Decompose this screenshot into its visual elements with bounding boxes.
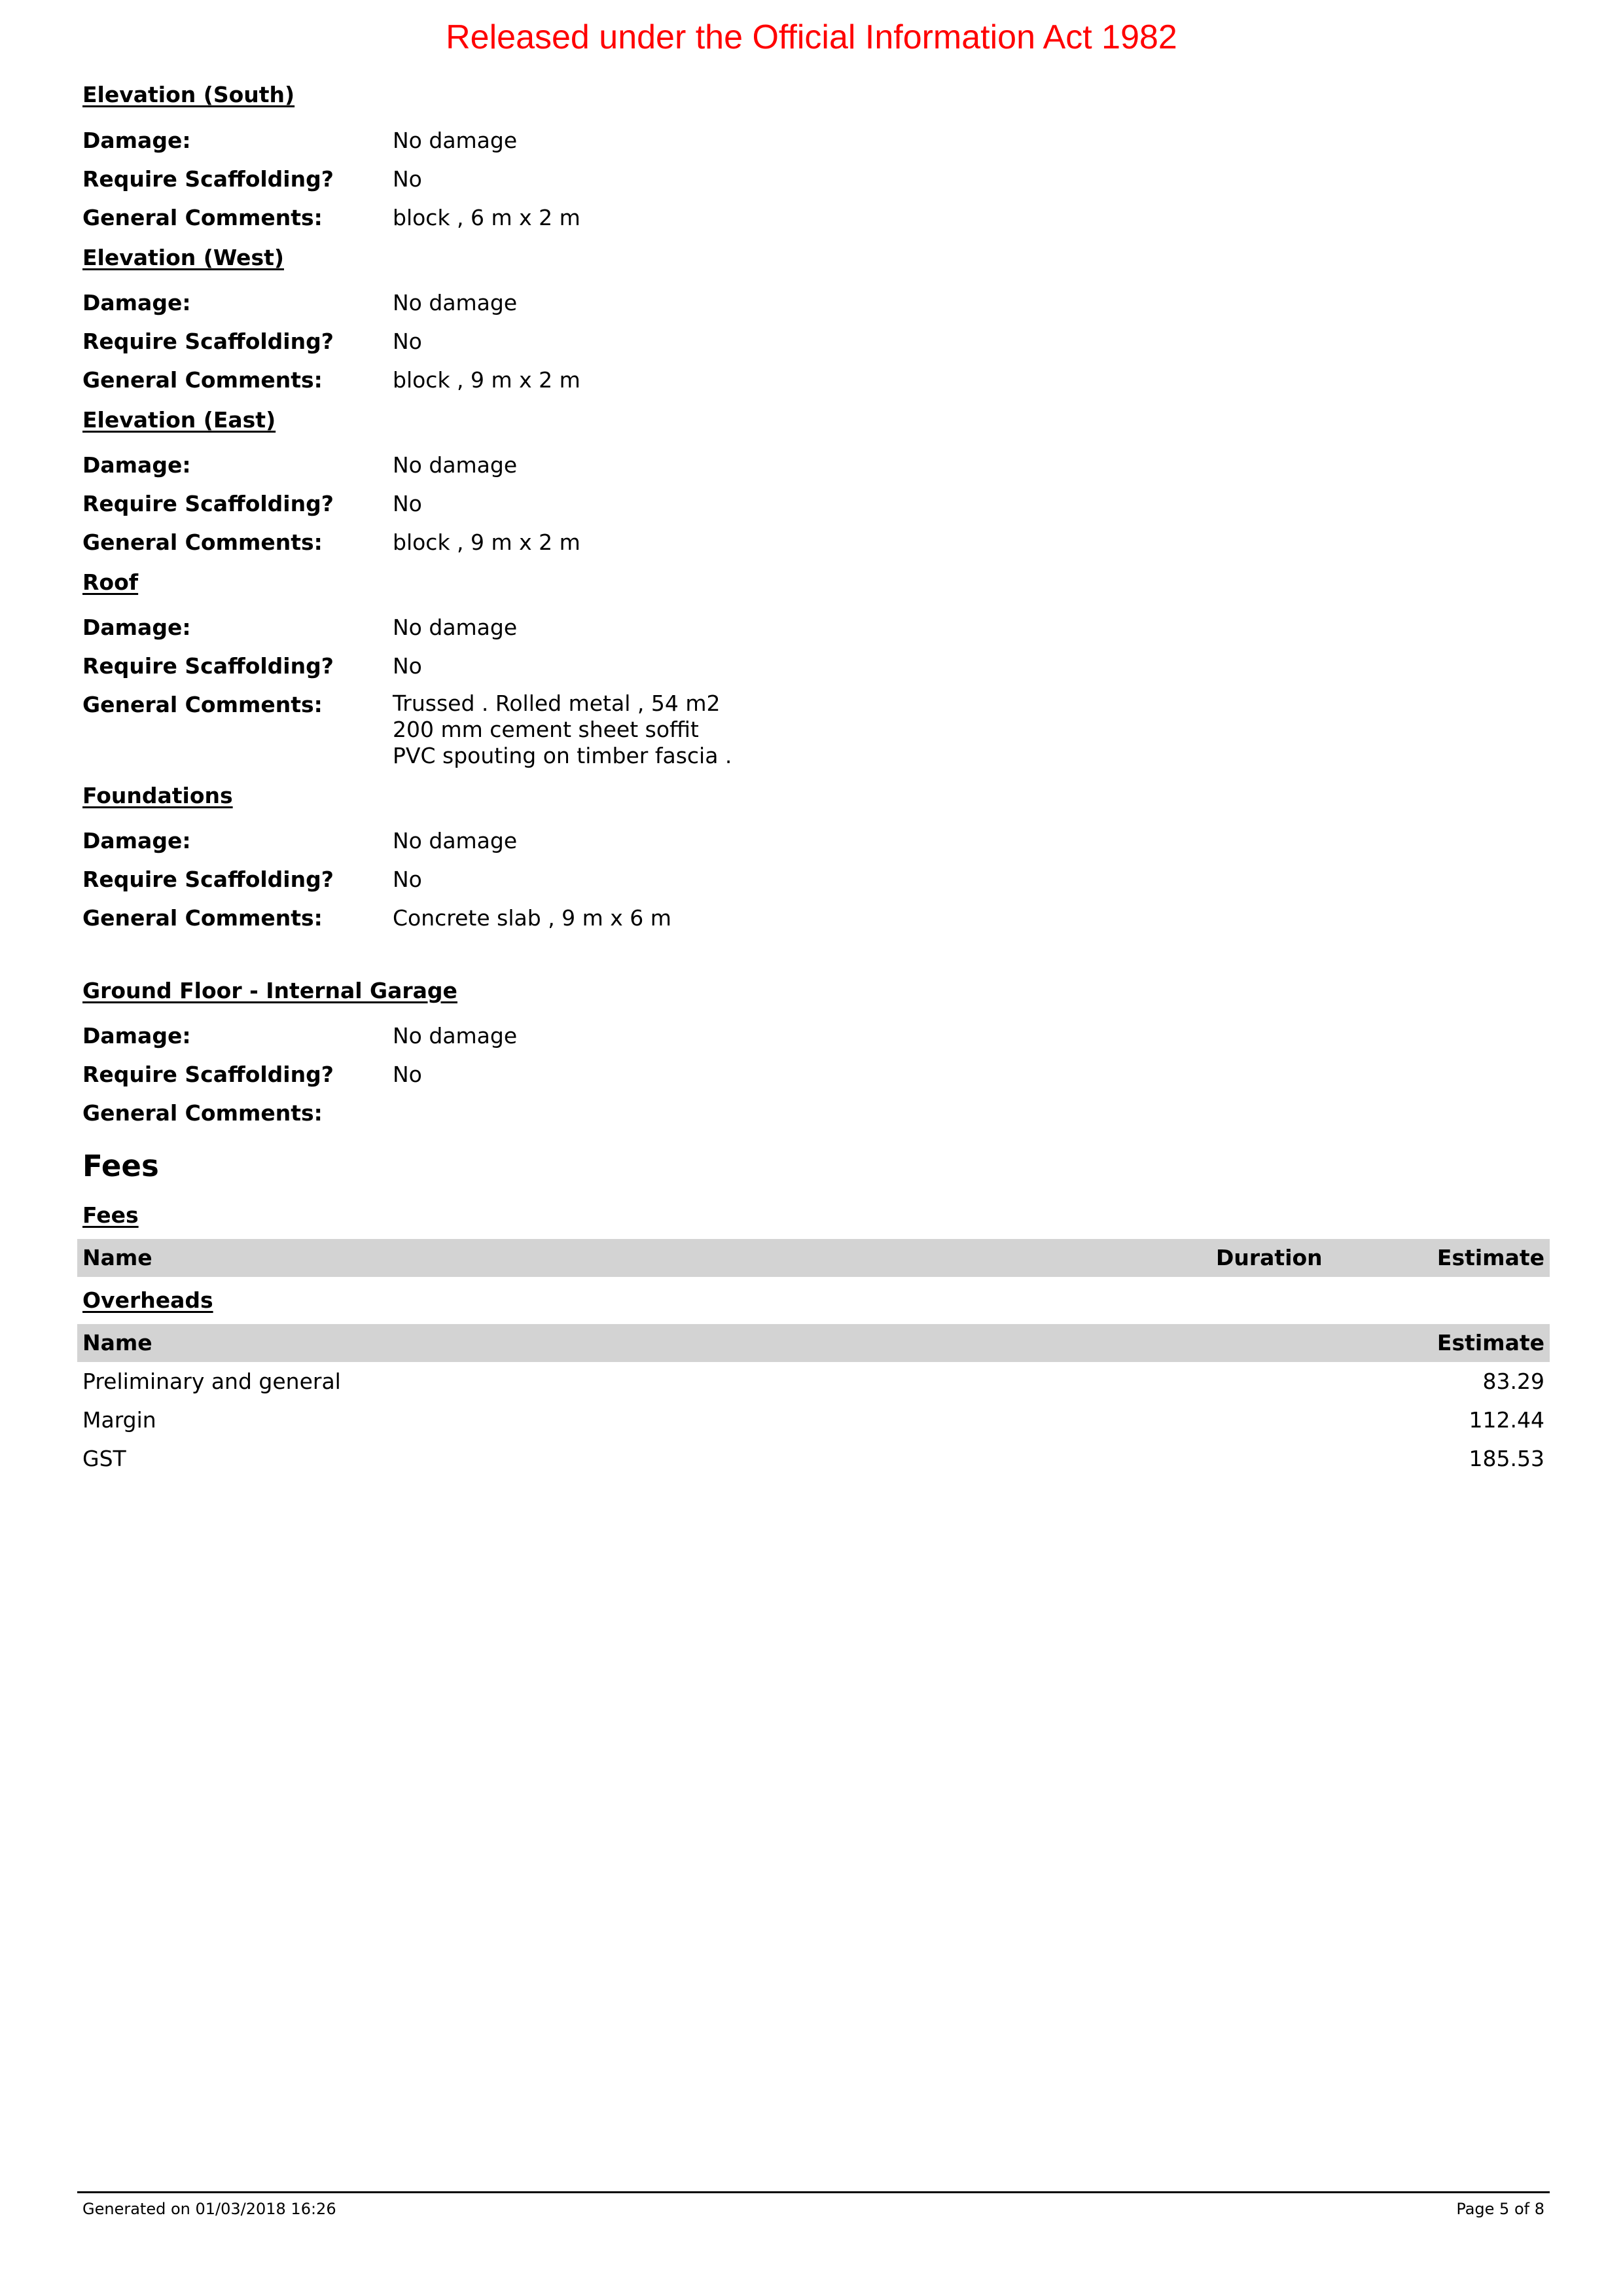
comments-label: General Comments: — [82, 1100, 323, 1126]
overhead-row-name: Preliminary and general — [82, 1369, 341, 1394]
comments-label: General Comments: — [82, 692, 323, 717]
overheads-column-estimate: Estimate — [1436, 1330, 1544, 1355]
scaffolding-value: No — [393, 867, 422, 892]
damage-value: No damage — [393, 828, 518, 853]
section-title-foundations: Foundations — [82, 783, 233, 808]
damage-label: Damage: — [82, 128, 191, 153]
damage-label: Damage: — [82, 1023, 191, 1049]
damage-value: No damage — [393, 290, 518, 315]
footer-generated: Generated on 01/03/2018 16:26 — [82, 2200, 336, 2218]
comments-label: General Comments: — [82, 205, 323, 230]
scaffolding-value: No — [393, 329, 422, 354]
overhead-row-name: Margin — [82, 1407, 156, 1433]
scaffolding-label: Require Scaffolding? — [82, 166, 334, 192]
comments-value-line-2: 200 mm cement sheet soffit — [393, 717, 699, 742]
damage-value: No damage — [393, 615, 518, 640]
fees-column-name: Name — [82, 1245, 152, 1270]
fees-table-header — [77, 1239, 1550, 1277]
damage-label: Damage: — [82, 290, 191, 315]
overhead-row-estimate: 83.29 — [1482, 1369, 1544, 1394]
footer-page-number: Page 5 of 8 — [1456, 2200, 1544, 2218]
scaffolding-value: No — [393, 653, 422, 679]
comments-value-line-1: Trussed . Rolled metal , 54 m2 — [393, 691, 721, 716]
overhead-row-name: GST — [82, 1446, 126, 1471]
scaffolding-label: Require Scaffolding? — [82, 1062, 334, 1087]
comments-label: General Comments: — [82, 529, 323, 555]
section-title-ground-floor-internal-garage: Ground Floor - Internal Garage — [82, 978, 457, 1003]
section-title-roof: Roof — [82, 569, 139, 595]
scaffolding-label: Require Scaffolding? — [82, 491, 334, 516]
scaffolding-value: No — [393, 491, 422, 516]
section-title-elevation-west: Elevation (West) — [82, 245, 284, 270]
scaffolding-label: Require Scaffolding? — [82, 329, 334, 354]
footer-rule — [77, 2191, 1550, 2193]
scaffolding-label: Require Scaffolding? — [82, 653, 334, 679]
overheads-column-name: Name — [82, 1330, 152, 1355]
scaffolding-value: No — [393, 1062, 422, 1087]
damage-label: Damage: — [82, 452, 191, 478]
comments-value-line-3: PVC spouting on timber fascia . — [393, 743, 732, 768]
damage-value: No damage — [393, 128, 518, 153]
damage-value: No damage — [393, 452, 518, 478]
overheads-table-header — [77, 1324, 1550, 1362]
damage-label: Damage: — [82, 828, 191, 853]
scaffolding-label: Require Scaffolding? — [82, 867, 334, 892]
fees-column-duration: Duration — [1216, 1245, 1323, 1270]
fees-subheading: Fees — [82, 1202, 139, 1228]
overhead-row-estimate: 185.53 — [1469, 1446, 1544, 1471]
damage-label: Damage: — [82, 615, 191, 640]
scaffolding-value: No — [393, 166, 422, 192]
comments-label: General Comments: — [82, 905, 323, 931]
overhead-row-estimate: 112.44 — [1469, 1407, 1544, 1433]
comments-value: Concrete slab , 9 m x 6 m — [393, 905, 671, 931]
section-title-elevation-south: Elevation (South) — [82, 82, 295, 107]
fees-heading: Fees — [82, 1149, 159, 1183]
comments-value: block , 9 m x 2 m — [393, 367, 580, 393]
comments-value: block , 9 m x 2 m — [393, 529, 580, 555]
comments-label: General Comments: — [82, 367, 323, 393]
section-title-elevation-east: Elevation (East) — [82, 407, 276, 433]
fees-column-estimate: Estimate — [1436, 1245, 1544, 1270]
overheads-subheading: Overheads — [82, 1287, 213, 1313]
comments-value: block , 6 m x 2 m — [393, 205, 580, 230]
damage-value: No damage — [393, 1023, 518, 1049]
release-banner: Released under the Official Information Act 1982 — [446, 18, 1177, 56]
